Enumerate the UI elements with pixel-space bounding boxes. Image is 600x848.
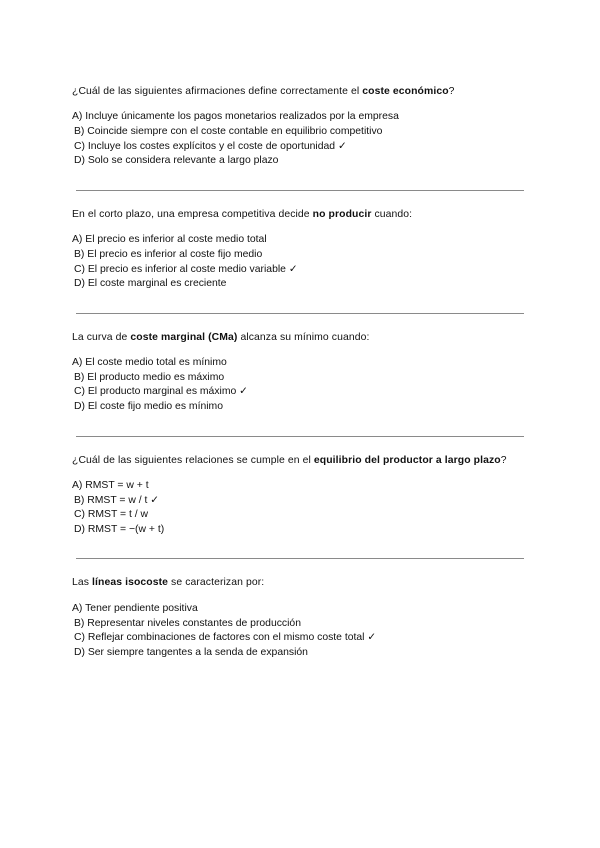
question-3 bbox=[72, 332, 527, 416]
option-list bbox=[72, 357, 527, 415]
question-keyword: equilibrio del productor a largo plazo bbox=[313, 454, 501, 466]
option-c: C) Reflejar combinaciones de factores con el mismo coste total ✓ bbox=[74, 632, 377, 644]
option-b: B) El producto medio es máximo bbox=[74, 371, 225, 383]
option-c: C) RMST = t / w bbox=[74, 509, 148, 521]
divider bbox=[76, 558, 524, 559]
question-4 bbox=[72, 455, 527, 539]
question-1 bbox=[72, 86, 527, 170]
divider bbox=[76, 436, 524, 437]
option-b: B) Representar niveles constantes de producción bbox=[74, 617, 301, 629]
option-a: A) Incluye únicamente los pagos monetarios realizados por la empresa bbox=[72, 111, 399, 123]
divider bbox=[76, 313, 524, 314]
option-a: A) Tener pendiente positiva bbox=[72, 602, 198, 614]
option-c: C) Incluye los costes explícitos y el coste de oportunidad ✓ bbox=[74, 140, 347, 152]
question-text: ¿Cuál de las siguientes relaciones se cumple en el equilibrio del productor a largo plazo? bbox=[72, 454, 507, 466]
option-d: D) Solo se considera relevante a largo plazo bbox=[74, 155, 279, 167]
question-text: La curva de coste marginal (CMa) alcanza su mínimo cuando: bbox=[72, 331, 370, 343]
option-list bbox=[72, 480, 527, 538]
option-b: B) RMST = w / t ✓ bbox=[74, 494, 160, 506]
option-d: D) El coste marginal es creciente bbox=[74, 278, 227, 290]
option-a: A) El coste medio total es mínimo bbox=[72, 357, 227, 369]
question-keyword: coste económico bbox=[362, 86, 449, 97]
option-list bbox=[72, 603, 527, 661]
question-5 bbox=[72, 577, 527, 661]
option-a: A) RMST = w + t bbox=[72, 480, 149, 492]
option-a: A) El precio es inferior al coste medio total bbox=[72, 234, 267, 246]
question-text: Las líneas isocoste se caracterizan por: bbox=[72, 577, 265, 589]
option-b: B) Coincide siempre con el coste contable en equilibrio competitivo bbox=[74, 126, 383, 138]
option-c: C) El precio es inferior al coste medio variable ✓ bbox=[74, 263, 298, 275]
option-d: D) El coste fijo medio es mínimo bbox=[74, 400, 223, 412]
option-list bbox=[72, 111, 527, 169]
quiz-document bbox=[72, 86, 527, 661]
divider bbox=[76, 190, 524, 191]
option-b: B) El precio es inferior al coste fijo medio bbox=[74, 248, 263, 260]
option-d: D) RMST = −(w + t) bbox=[74, 523, 165, 535]
question-2 bbox=[72, 209, 527, 293]
option-d: D) Ser siempre tangentes a la senda de expansión bbox=[74, 646, 308, 658]
question-text: En el corto plazo, una empresa competitiva decide no producir cuando: bbox=[72, 208, 413, 220]
question-keyword: líneas isocoste bbox=[92, 577, 169, 589]
question-text: ¿Cuál de las siguientes afirmaciones define correctamente el coste económico? bbox=[72, 86, 455, 97]
option-c: C) El producto marginal es máximo ✓ bbox=[74, 386, 248, 398]
option-list bbox=[72, 234, 527, 292]
question-keyword: coste marginal (CMa) bbox=[130, 331, 238, 343]
question-keyword: no producir bbox=[312, 208, 372, 220]
